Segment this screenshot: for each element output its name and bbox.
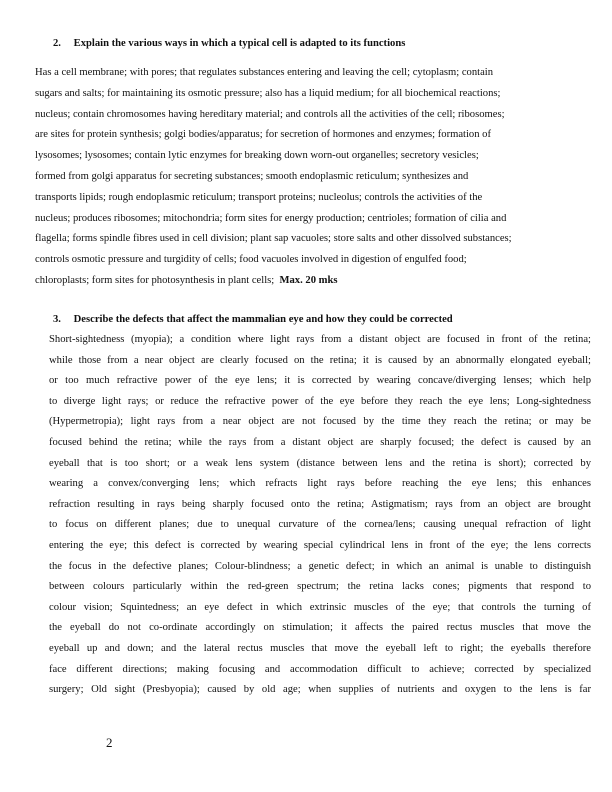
answer-line: formed from golgi apparatus for secreting substances; smooth endoplasmic reticulum; synthesizes and bbox=[35, 170, 469, 182]
answer-line: the focus in the defective planes; Colour-blindness; a genetic defect; in which an animal is unable to distinguish bbox=[49, 560, 591, 572]
answer-line: controls osmotic pressure and turgidity of cells; food vacuoles involved in digestion of engulfed food; bbox=[35, 254, 467, 266]
page-number: 2 bbox=[106, 735, 113, 750]
question-2-heading bbox=[53, 38, 405, 49]
question-2-number: 2. bbox=[53, 38, 61, 49]
question-2-answer bbox=[35, 63, 591, 292]
question-2-title: Explain the various ways in which a typical cell is adapted to its functions bbox=[73, 38, 406, 49]
answer-line: entering the eye; this defect is corrected by wearing special cylindrical lens in front of the eye; the lens corrects bbox=[49, 539, 591, 551]
answer-line: to diverge light rays; or reduce the refractive power of the eye before they reach the eye lens; Long-sightedness bbox=[49, 395, 591, 407]
answer-line: face different directions; making focusing and accommodation difficult to achieve; corrected by specialized bbox=[49, 663, 591, 675]
answer-line-last bbox=[35, 271, 591, 292]
answer-line: or too much refractive power of the eye lens; it is corrected by wearing concave/diverging lenses; which help bbox=[49, 375, 591, 387]
question-3-answer bbox=[49, 330, 591, 701]
answer-line: the eyeball do not co-ordinate accordingly on stimulation; it affects the paired rectus muscles that move the bbox=[49, 622, 591, 634]
answer-line: nucleus; produces ribosomes; mitochondria; form sites for energy production; centrioles; formation of cilia and bbox=[35, 212, 507, 224]
question-3-heading bbox=[53, 314, 453, 325]
question-3-number: 3. bbox=[53, 314, 61, 325]
answer-line: wearing a convex/converging lens; which refracts light rays before reaching the eye lens; this enhances bbox=[49, 478, 591, 490]
marks-label: Max. 20 mks bbox=[279, 274, 338, 286]
answer-line: surgery; Old sight (Presbyopia); caused by old age; when supplies of nutrients and oxygen to the lens is far bbox=[49, 684, 591, 696]
answer-line: to focus on different planes; due to unequal curvature of the cornea/lens; causing unequal refraction of light bbox=[49, 519, 591, 531]
answer-line: sugars and salts; for maintaining its osmotic pressure; also has a liquid medium; for all biochemical reactions; bbox=[35, 87, 501, 99]
answer-line: Has a cell membrane; with pores; that regulates substances entering and leaving the cell; cytoplasm; contain bbox=[35, 67, 494, 78]
answer-line: Short-sightedness (myopia); a condition where light rays from a distant object are focused in front of the retina; bbox=[49, 334, 591, 345]
answer-line: (Hypermetropia); light rays from a near object are not focused by the time they reach the retina; or may be bbox=[49, 416, 591, 428]
answer-line: while those from a near object are clearly focused on the retina; it is caused by an abnormally elongated eyeball; bbox=[49, 354, 591, 366]
answer-line: nucleus; contain chromosomes having hereditary material; and controls all the activities of the cell; ribosomes; bbox=[35, 108, 505, 120]
answer-line: refraction resulting in rays being sharply focused onto the retina; Astigmatism; rays from an object are brought bbox=[49, 498, 591, 510]
answer-line: transports lipids; rough endoplasmic reticulum; transport proteins; nucleolus; controls the activities of the bbox=[35, 191, 483, 203]
answer-line: between colours particularly within the red-green spectrum; the retina lacks cones; pigments that respond to bbox=[49, 581, 591, 593]
answer-line: colour vision; Squintedness; an eye defect in which extrinsic muscles of the eye; that controls the turning of bbox=[49, 601, 591, 613]
answer-line: lysosomes; lysosomes; contain lytic enzymes for breaking down worn-out organelles; secretory vesicles; bbox=[35, 150, 479, 162]
answer-line: flagella; forms spindle fibres used in cell division; plant sap vacuoles; store salts and other dissolved substances; bbox=[35, 233, 512, 245]
answer-line: eyeball that is too short; or a weak lens system (distance between lens and the retina is short); corrected by bbox=[49, 457, 591, 469]
answer-line: focused behind the retina; while the rays from a distant object are sharply focused; the defect is caused by an bbox=[49, 436, 591, 448]
answer-last-text: chloroplasts; form sites for photosynthesis in plant cells; bbox=[35, 274, 275, 286]
answer-line: eyeball up and down; and the lateral rectus muscles that move the eyeball left to right; the eyeballs therefore bbox=[49, 642, 591, 654]
question-3-title: Describe the defects that affect the mammalian eye and how they could be corrected bbox=[73, 314, 453, 325]
answer-line: are sites for protein synthesis; golgi bodies/apparatus; for secretion of hormones and enzymes; formation of bbox=[35, 129, 492, 141]
